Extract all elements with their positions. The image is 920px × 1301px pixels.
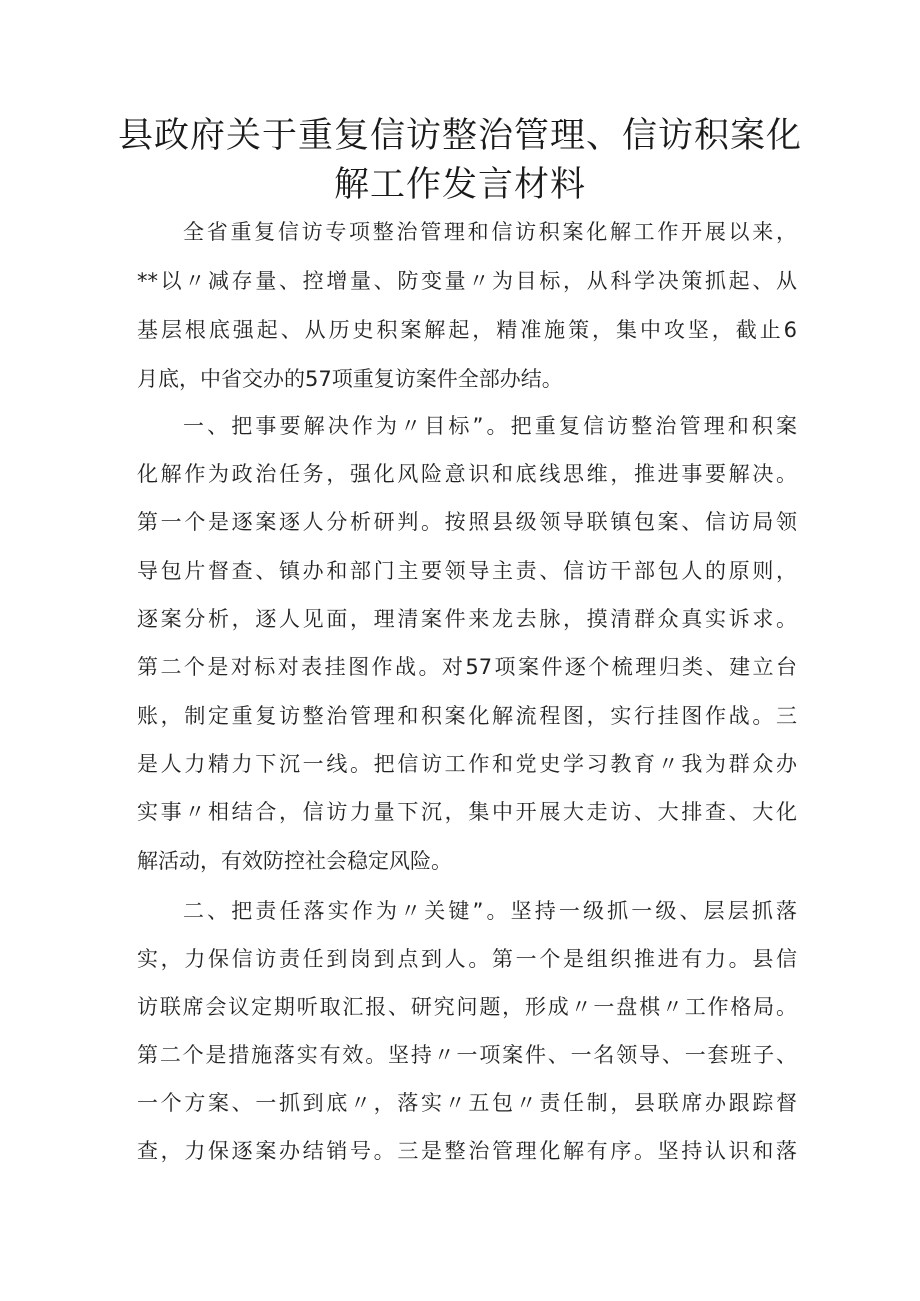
body-text-line: 实，力保信访责任到岗到点到人。第一个是组织推进有力。县信 (137, 947, 797, 971)
body-text-line: 基层根底强起、从历史积案解起，精准施策，集中攻坚，截止6 (137, 318, 797, 342)
document-title-line-1: 县政府关于重复信访整治管理、信访积案化 (117, 116, 802, 156)
body-text-line: 第二个是措施落实有效。坚持〃一项案件、一名领导、一套班子、 (137, 1043, 797, 1067)
body-text-line: 是人力精力下沉一线。把信访工作和党史学习教育〃我为群众办 (137, 752, 797, 776)
body-text-line: 导包片督查、镇办和部门主要领导主责、信访干部包人的原则， (137, 559, 797, 583)
body-text-line: 查，力保逐案办结销号。三是整治管理化解有序。坚持认识和落 (137, 1139, 797, 1163)
body-text-line: 解活动，有效防控社会稳定风险。 (137, 849, 452, 873)
body-text-line: 一、把事要解决作为〃目标”。把重复信访整治管理和积案 (183, 414, 797, 438)
body-text-line: **以〃减存量、控增量、防变量〃为目标，从科学决策抓起、从 (137, 269, 797, 293)
body-text-line: 实事〃相结合，信访力量下沉，集中开展大走访、大排查、大化 (137, 800, 797, 824)
body-text-line: 逐案分析，逐人见面，理清案件来龙去脉，摸清群众真实诉求。 (137, 607, 797, 631)
body-text-line: 第一个是逐案逐人分析研判。按照县级领导联镇包案、信访局领 (137, 510, 797, 534)
body-text-line: 月底，中省交办的57项重复访案件全部办结。 (137, 367, 563, 391)
body-text-line: 二、把责任落实作为〃关键”。坚持一级抓一级、层层抓落 (183, 899, 797, 923)
body-text-line: 第二个是对标对表挂图作战。对57项案件逐个梳理归类、建立台 (137, 655, 797, 679)
body-text-line: 全省重复信访专项整治管理和信访积案化解工作开展以来， (183, 220, 797, 244)
document-title-line-2: 解工作发言材料 (333, 165, 586, 205)
body-text-line: 化解作为政治任务，强化风险意识和底线思维，推进事要解决。 (137, 462, 797, 486)
body-text-line: 账，制定重复访整治管理和积案化解流程图，实行挂图作战。三 (137, 704, 797, 728)
body-text-line: 一个方案、一抓到底〃，落实〃五包〃责任制，县联席办跟踪督 (137, 1091, 797, 1115)
body-text-line: 访联席会议定期听取汇报、研究问题，形成〃一盘棋〃工作格局。 (137, 995, 797, 1019)
